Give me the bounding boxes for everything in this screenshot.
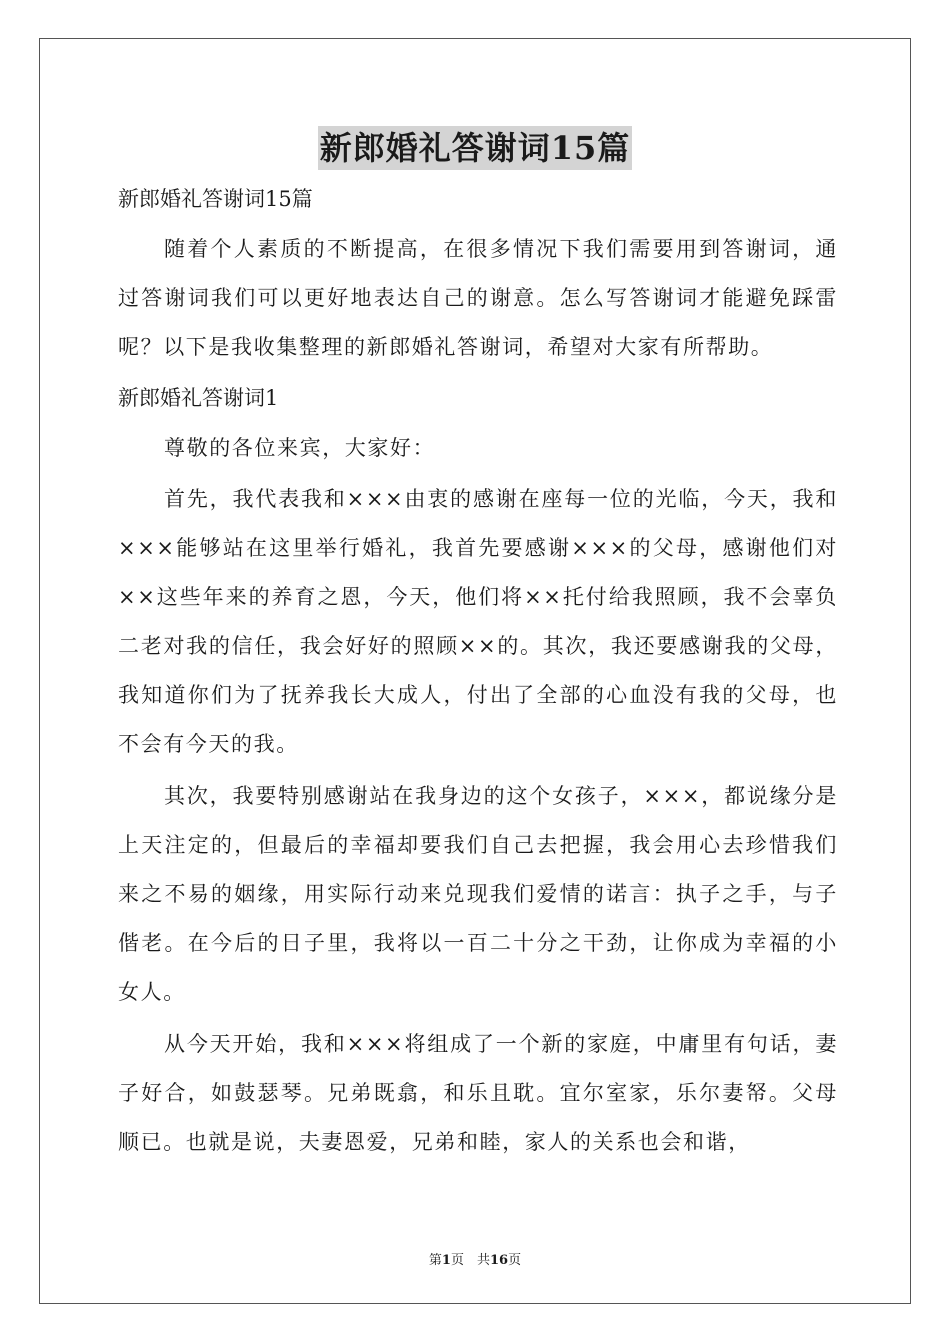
footer-current-page: 1 — [441, 1253, 451, 1268]
paragraph-thanks-bride: 其次，我要特别感谢站在我身边的这个女孩子，×××，都说缘分是上天注定的，但最后的幸福却要我们自己去把握，我会用心去珍惜我们来之不易的姻缘，用实际行动来兑现我们爱情的诺言：执子之手，与子偕老。在今后的日子里，我将以一百二十分之干劲，让你成为幸福的小女人。 — [118, 784, 838, 1004]
document-subtitle: 新郎婚礼答谢词15篇 — [118, 187, 313, 211]
footer-prefix: 第 — [428, 1253, 442, 1268]
intro-paragraph: 随着个人素质的不断提高，在很多情况下我们需要用到答谢词，通过答谢词我们可以更好地表达自己的谢意。怎么写答谢词才能避免踩雷呢？以下是我收集整理的新郎婚礼答谢词，希望对大家有所帮助。 — [118, 237, 838, 359]
footer-suffix: 页 — [508, 1253, 522, 1268]
title-container — [0, 126, 950, 170]
document-title: 新郎婚礼答谢词15篇 — [318, 126, 633, 170]
paragraph-greeting: 尊敬的各位来宾，大家好： — [164, 436, 436, 460]
paragraph-new-family: 从今天开始，我和×××将组成了一个新的家庭，中庸里有句话，妻子好合，如鼓瑟琴。兄弟既翕，和乐且耽。宜尔室家，乐尔妻帑。父母顺已。也就是说，夫妻恩爱，兄弟和睦，家人的关系也会和谐， — [118, 1032, 838, 1154]
section-heading: 新郎婚礼答谢词1 — [118, 386, 279, 410]
paragraph-thanks-parents: 首先，我代表我和×××由衷的感谢在座每一位的光临，今天，我和×××能够站在这里举行婚礼，我首先要感谢×××的父母，感谢他们对××这些年来的养育之恩，今天，他们将××托付给我照顾，我不会辜负二老对我的信任，我会好好的照顾××的。其次，我还要感谢我的父母，我知道你们为了抚养我长大成人，付出了全部的心血没有我的父母，也不会有今天的我。 — [118, 487, 838, 756]
footer-total-pages: 16 — [489, 1253, 509, 1268]
footer-middle: 页 共 — [450, 1253, 490, 1268]
page-footer — [0, 1249, 950, 1268]
